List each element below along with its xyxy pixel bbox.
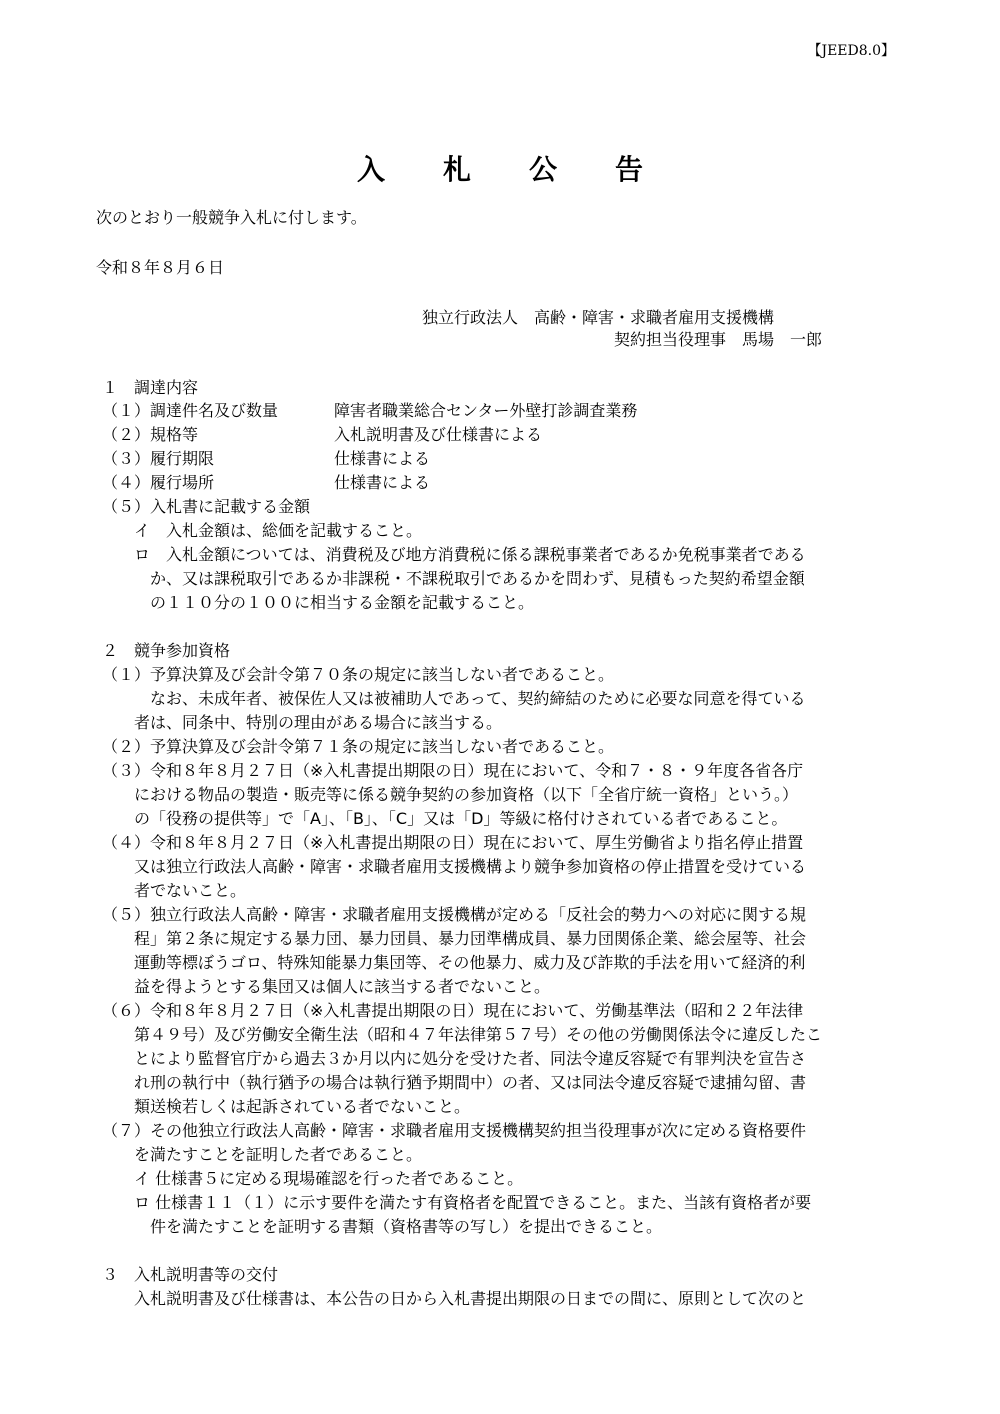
qualification-line: （６）令和８年８月２７日（※入札書提出期限の日）現在において、労働基準法（昭和２２年法律 bbox=[102, 1001, 804, 1020]
qualification-line: 程」第２条に規定する暴力団、暴力団員、暴力団準構成員、暴力団関係企業、総会屋等、社会 bbox=[134, 929, 807, 948]
item-5-i-line: イ 入札金額は、総価を記載すること。 bbox=[134, 521, 423, 540]
qualification-line: 第４９号）及び労働安全衛生法（昭和４７年法律第５７号）その他の労働関係法令に違反したこ bbox=[134, 1025, 823, 1044]
qualification-line: における物品の製造・販売等に係る競争契約の参加資格（以下「全省庁統一資格」という。） bbox=[134, 785, 799, 804]
qualification-line: 類送検若しくは起訴されている者でないこと。 bbox=[134, 1097, 471, 1116]
item-label: （４）履行場所 bbox=[102, 473, 215, 492]
item-5-ro-line: ロ 入札金額については、消費税及び地方消費税に係る課税事業者であるか免税事業者である bbox=[134, 545, 806, 564]
item-label: （３）履行期限 bbox=[102, 449, 215, 468]
qualification-line: （３）令和８年８月２７日（※入札書提出期限の日）現在において、令和７・８・９年度各省各庁 bbox=[102, 761, 804, 780]
qualification-line: の「役務の提供等」で「A」、「B」、「C」又は「D」等級に格付けされている者であること。 bbox=[134, 809, 788, 828]
item-value: 障害者職業総合センター外壁打診調査業務 bbox=[334, 401, 638, 420]
item-5-ro-line: か、又は課税取引であるか非課税・不課税取引であるかを問わず、見積もった契約希望金額 bbox=[150, 569, 805, 588]
item-5-heading: （５）入札書に記載する金額 bbox=[102, 497, 311, 516]
qualification-line: 者は、同条中、特別の理由がある場合に該当する。 bbox=[134, 713, 503, 732]
qualification-line: 者でないこと。 bbox=[134, 881, 247, 900]
section-3-text: 入札説明書及び仕様書は、本公告の日から入札書提出期限の日までの間に、原則として次のと bbox=[134, 1289, 807, 1308]
page-title: 入札公告 bbox=[356, 153, 701, 186]
qualification-line: 件を満たすことを証明する書類（資格書等の写し）を提出できること。 bbox=[150, 1217, 663, 1236]
qualification-line: を満たすことを証明した者であること。 bbox=[134, 1145, 423, 1164]
item-label: （２）規格等 bbox=[102, 425, 199, 444]
qualification-line: 運動等標ぼうゴロ、特殊知能暴力集団等、その他暴力、威力及び詐欺的手法を用いて経済的利 bbox=[134, 953, 806, 972]
qualification-line: とにより監督官庁から過去３か月以内に処分を受けた者、同法令違反容疑で有罪判決を宣告さ bbox=[134, 1049, 807, 1068]
section-2-heading: ２ 競争参加資格 bbox=[102, 641, 231, 660]
qualification-line: （２）予算決算及び会計令第７１条の規定に該当しない者であること。 bbox=[102, 737, 615, 756]
organization-name: 独立行政法人 高齢・障害・求職者雇用支援機構 bbox=[422, 308, 775, 327]
notice-date: 令和８年８月６日 bbox=[96, 258, 225, 277]
qualification-line: （５）独立行政法人高齢・障害・求職者雇用支援機構が定める「反社会的勢力への対応に関する規 bbox=[102, 905, 807, 924]
qualification-line: イ 仕様書５に定める現場確認を行った者であること。 bbox=[134, 1169, 524, 1188]
item-value: 仕様書による bbox=[334, 449, 431, 468]
document-code: 【JEED8.0】 bbox=[807, 43, 895, 59]
item-5-ro-line: の１１０分の１００に相当する金額を記載すること。 bbox=[150, 593, 535, 612]
qualification-line: れ刑の執行中（執行猶予の場合は執行猶予期間中）の者、又は同法令違反容疑で逮捕勾留、書 bbox=[134, 1073, 807, 1092]
qualification-line: （１）予算決算及び会計令第７０条の規定に該当しない者であること。 bbox=[102, 665, 615, 684]
section-3-heading: ３ 入札説明書等の交付 bbox=[102, 1265, 279, 1284]
intro-text: 次のとおり一般競争入札に付します。 bbox=[96, 208, 367, 227]
qualification-line: 益を得ようとする集団又は個人に該当する者でないこと。 bbox=[134, 977, 551, 996]
qualification-line: ロ 仕様書１１（１）に示す要件を満たす有資格者を配置できること。また、当該有資格者が要 bbox=[134, 1193, 812, 1212]
item-value: 入札説明書及び仕様書による bbox=[334, 425, 543, 444]
item-value: 仕様書による bbox=[334, 473, 431, 492]
signer-name: 契約担当役理事 馬場 一郎 bbox=[614, 330, 823, 349]
item-label: （１）調達件名及び数量 bbox=[102, 401, 279, 420]
qualification-line: （７）その他独立行政法人高齢・障害・求職者雇用支援機構契約担当役理事が次に定める資格要件 bbox=[102, 1121, 807, 1140]
qualification-line: （４）令和８年８月２７日（※入札書提出期限の日）現在において、厚生労働省より指名停止措置 bbox=[102, 833, 804, 852]
section-1-heading: １ 調達内容 bbox=[102, 378, 199, 397]
qualification-line: なお、未成年者、被保佐人又は被補助人であって、契約締結のために必要な同意を得ている bbox=[150, 689, 806, 708]
qualification-line: 又は独立行政法人高齢・障害・求職者雇用支援機構より競争参加資格の停止措置を受けている bbox=[134, 857, 807, 876]
